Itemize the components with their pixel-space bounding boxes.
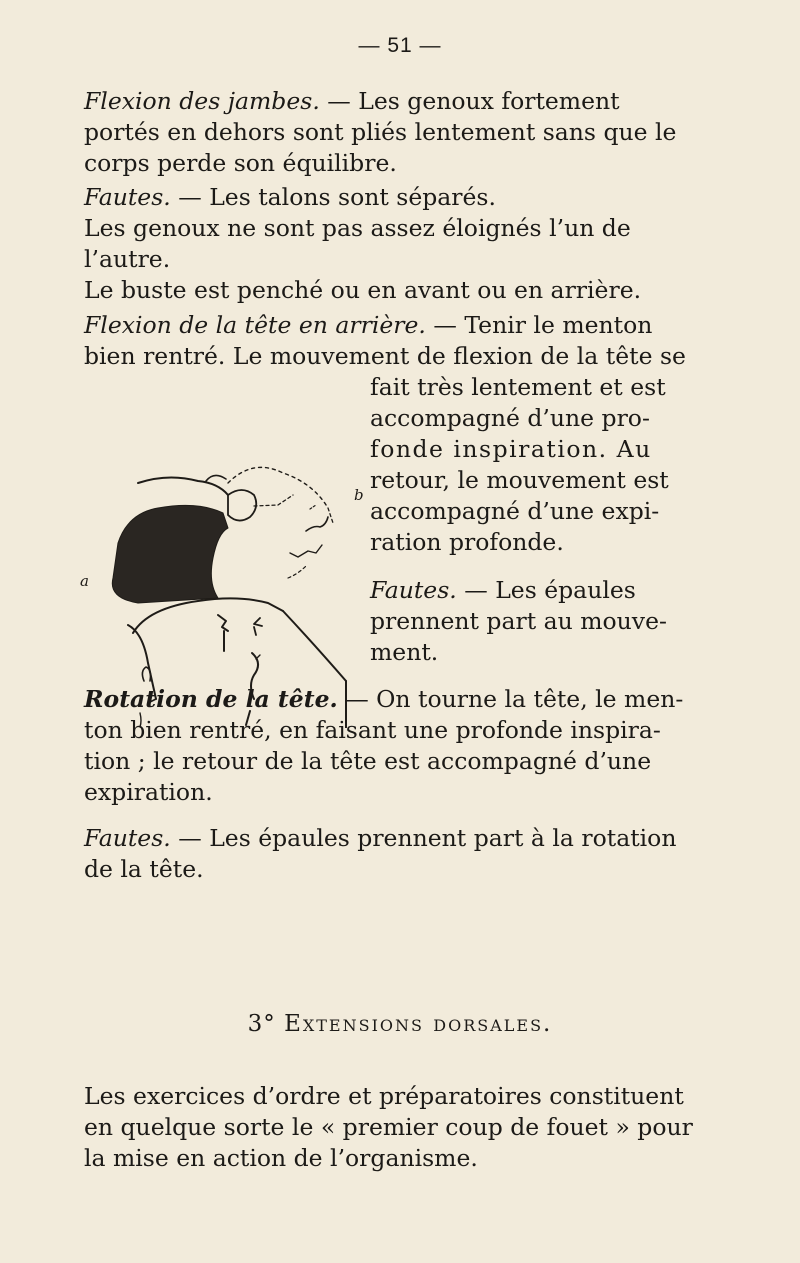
- para-fautes-2-line-2: prennent part au mouve-: [370, 607, 667, 635]
- text: — Les épaules prennent part à la rotation: [170, 824, 677, 852]
- para-fautes-2-line-3: ment.: [370, 638, 439, 666]
- section-title-fautes: Fautes.: [370, 576, 457, 604]
- para-fautes-1-line-2: Les genoux ne sont pas assez éloignés l’un de: [84, 214, 631, 242]
- para-closing-line-1: Les exercices d’ordre et préparatoires constituent: [84, 1082, 684, 1110]
- para-flexion-tete-line-3: fait très lentement et est: [370, 373, 666, 401]
- section-heading-extensions: [0, 1011, 800, 1037]
- figure-label-b: b: [354, 486, 364, 504]
- para-closing-line-2: en quelque sorte le « premier coup de fouet » pour: [84, 1113, 693, 1141]
- text: — Les talons sont séparés.: [170, 183, 496, 211]
- section-title-fautes: Fautes.: [84, 824, 171, 852]
- page-number: — 51 —: [358, 34, 442, 57]
- para-flexion-tete-line-6: retour, le mouvement est: [370, 466, 669, 494]
- para-flexion-jambes-line-2: portés en dehors sont pliés lentement sans que le: [84, 118, 677, 146]
- section-title-flexion-jambes: Flexion des jambes.: [84, 87, 320, 115]
- para-rotation-tete-line-1: [84, 684, 683, 714]
- text: — On tourne la tête, le men-: [337, 685, 684, 713]
- para-flexion-jambes-line-3: corps perde son équilibre.: [84, 149, 397, 177]
- text: — Les genoux fortement: [319, 87, 620, 115]
- para-flexion-tete-line-2: bien rentré. Le mouvement de flexion de la tête se: [84, 342, 686, 370]
- figure-drawing: [78, 363, 368, 728]
- para-closing-line-3: la mise en action de l’organisme.: [84, 1144, 478, 1172]
- para-fautes-1-line-3: l’autre.: [84, 245, 171, 273]
- para-rotation-tete-line-3: tion ; le retour de la tête est accompagné d’une: [84, 747, 652, 775]
- figure-label-a: a: [80, 572, 89, 590]
- para-flexion-tete-line-1: [84, 310, 652, 340]
- section-title-fautes: Fautes.: [84, 183, 171, 211]
- para-flexion-tete-line-8: ration profonde.: [370, 528, 564, 556]
- para-fautes-2-line-1: [370, 575, 636, 605]
- section-title-rotation-tete: Rotation de la tête.: [84, 685, 338, 713]
- text: — Les épaules: [456, 576, 636, 604]
- para-fautes-1-line-4: Le buste est penché ou en avant ou en arrière.: [84, 276, 642, 304]
- para-rotation-tete-line-2: ton bien rentré, en faisant une profonde inspira-: [84, 716, 661, 744]
- heading-number: 3°: [247, 1011, 276, 1037]
- para-rotation-tete-line-4: expiration.: [84, 778, 213, 806]
- para-fautes-3-line-1: [84, 823, 676, 853]
- heading-text: Extensions dorsales.: [284, 1011, 553, 1037]
- text: — Tenir le menton: [425, 311, 653, 339]
- para-fautes-3-line-2: de la tête.: [84, 855, 204, 883]
- figure-head-flexion-illustration: [78, 363, 368, 728]
- section-title-flexion-tete: Flexion de la tête en arrière.: [84, 311, 426, 339]
- para-flexion-tete-line-7: accompagné d’une expi-: [370, 497, 660, 525]
- para-fautes-1-line-1: [84, 182, 496, 212]
- para-flexion-tete-line-5: fonde inspiration. Au: [370, 435, 652, 463]
- para-flexion-tete-line-4: accompagné d’une pro-: [370, 404, 650, 432]
- para-flexion-jambes-line-1: [84, 86, 714, 116]
